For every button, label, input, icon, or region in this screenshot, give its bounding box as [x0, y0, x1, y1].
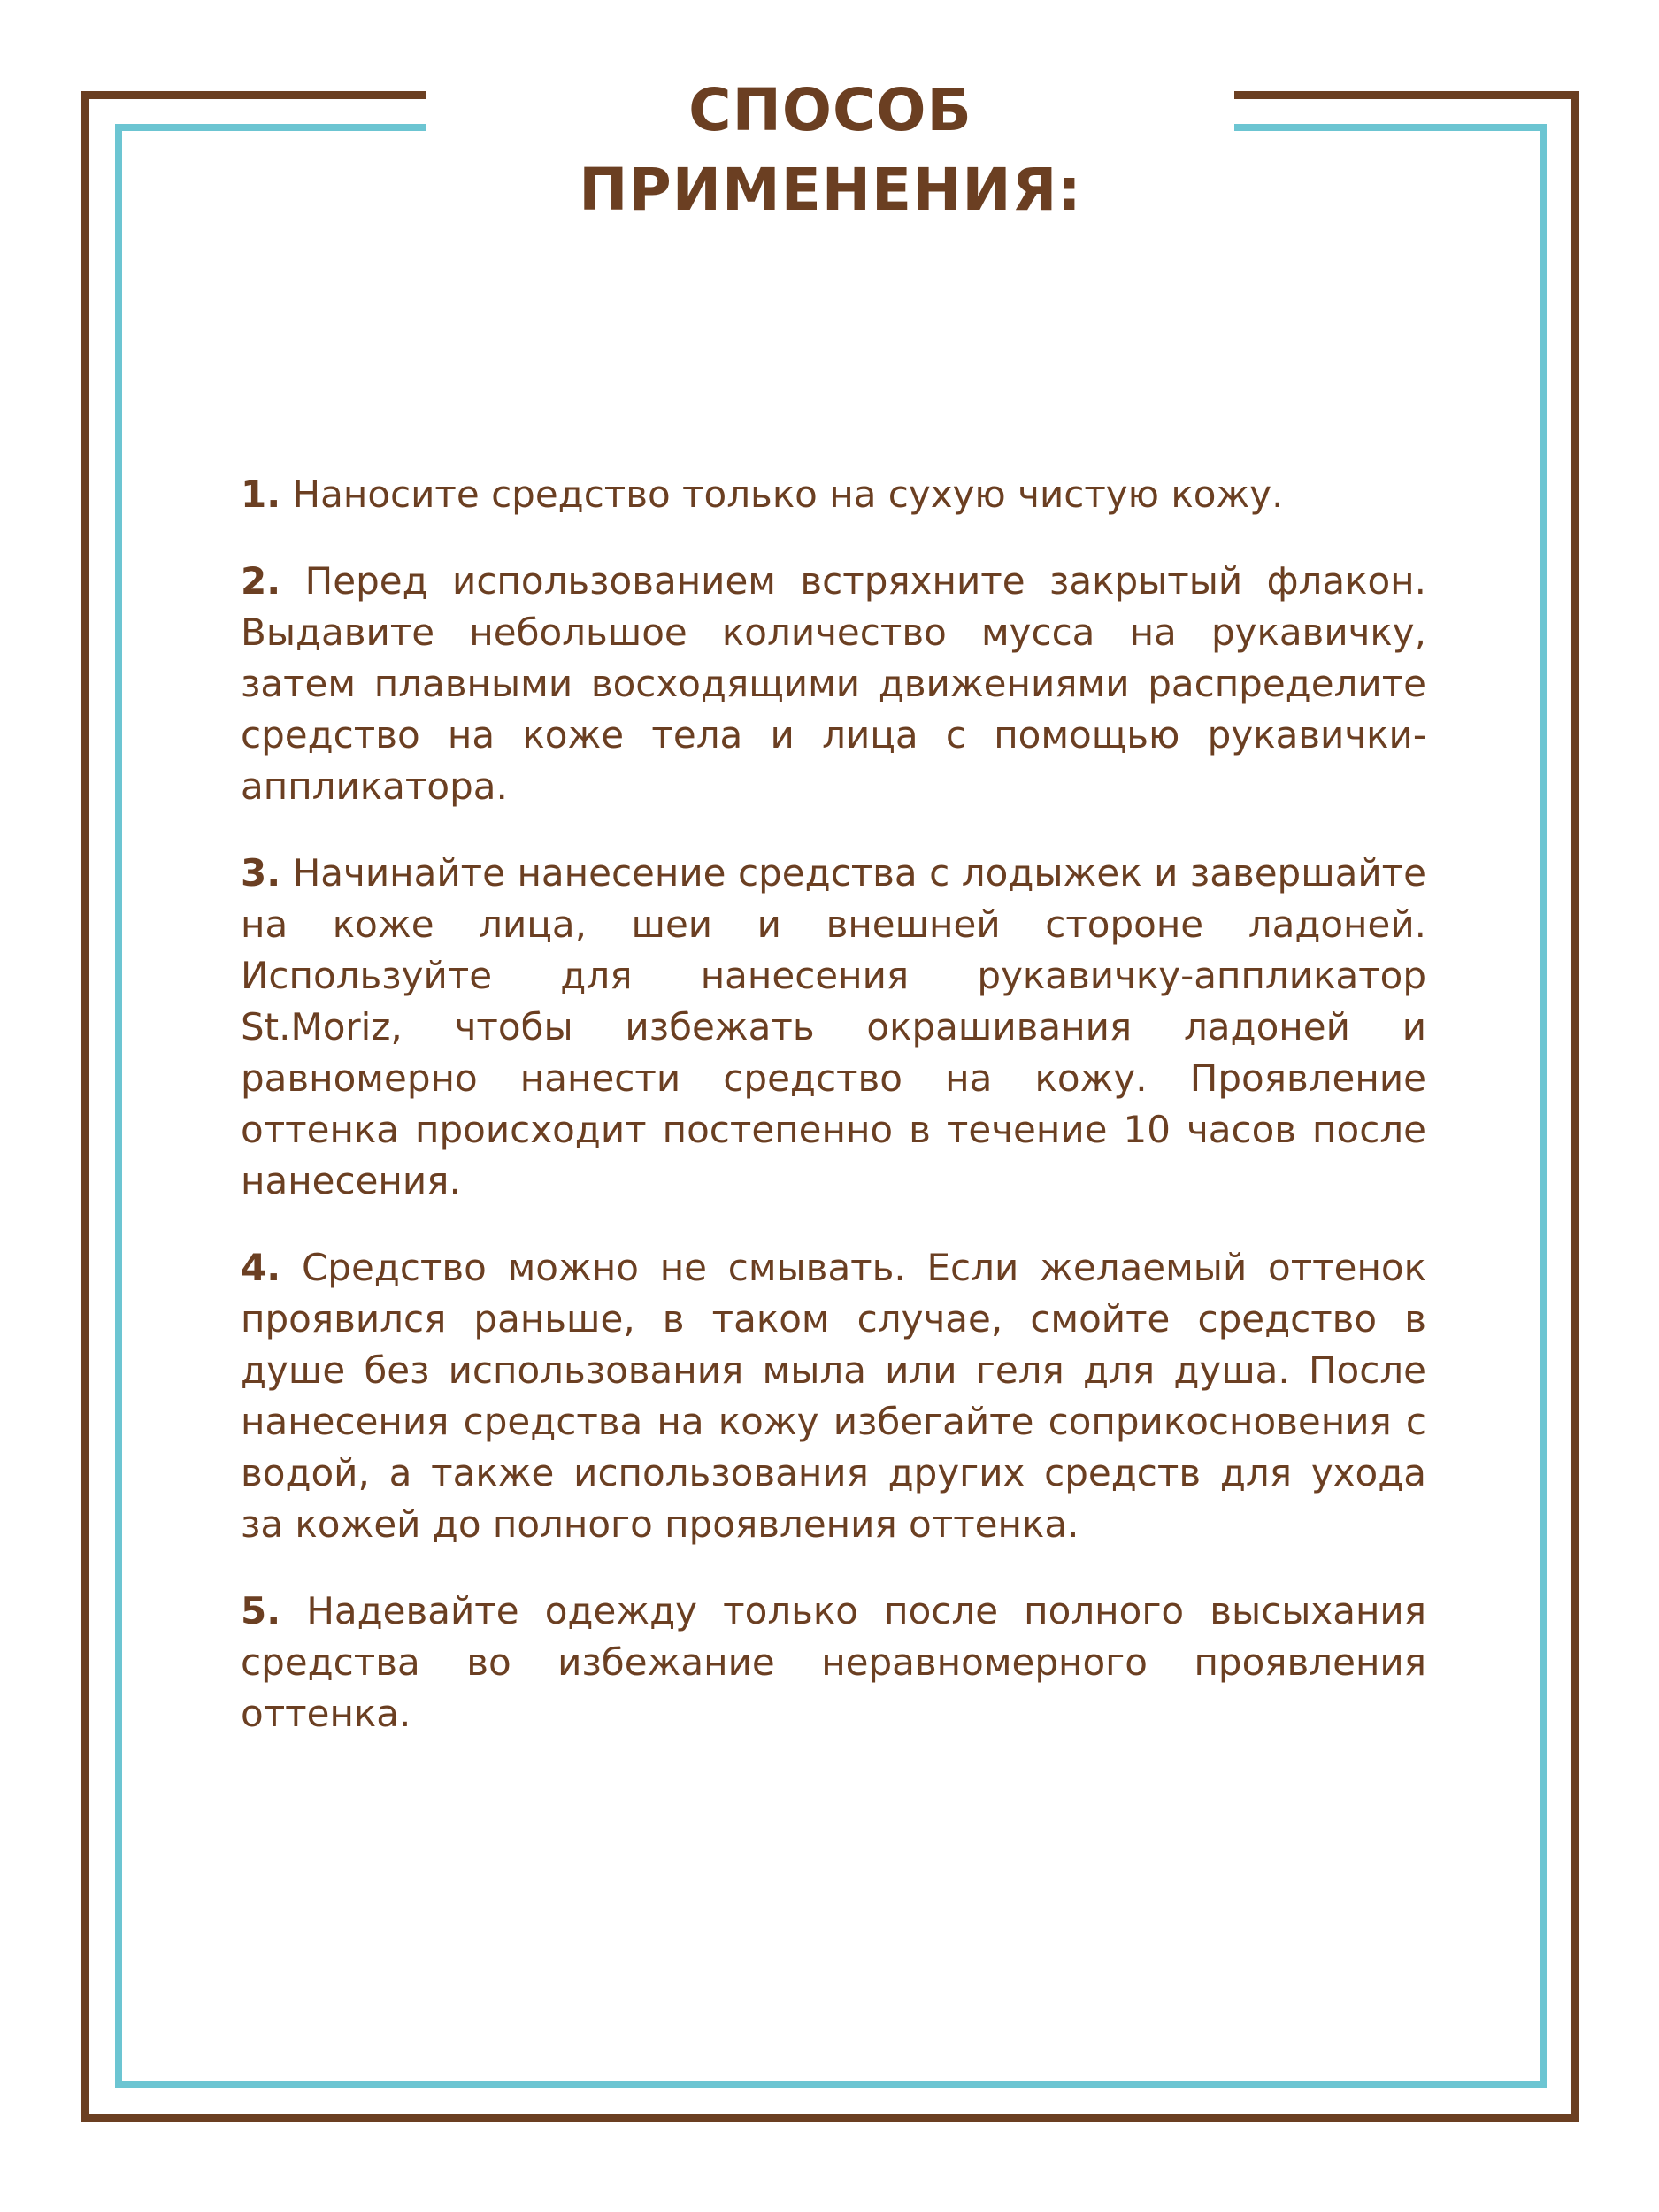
instruction-step-3	[241, 848, 1426, 1207]
page-title: СПОСОБ ПРИМЕНЕНИЯ:	[579, 76, 1082, 224]
instruction-step-2	[241, 556, 1426, 812]
step-text: Начинайте нанесение средства с лодыжек и завершайте на коже лица, шеи и внешней стороне ладоней. Используйте для нанесения рукавичку-аппликатор St.Moriz, чтобы избежать окрашивания ладоней и равномерно нанести средство на кожу. Проявление оттенка происходит постепенно в течение 10 часов после нанесения.	[241, 851, 1426, 1202]
step-number: 2.	[241, 559, 281, 603]
instructions-list	[241, 469, 1426, 1775]
instruction-step-1	[241, 469, 1426, 520]
instruction-step-4	[241, 1242, 1426, 1550]
step-text: Перед использованием встряхните закрытый флакон. Выдавите небольшое количество мусса на рукавичку, затем плавными восходящими движениями распределите средство на коже тела и лица с помощью рукавички-аппликатора.	[241, 559, 1426, 808]
step-number: 1.	[241, 472, 281, 516]
step-number: 4.	[241, 1246, 281, 1289]
step-number: 3.	[241, 851, 281, 895]
instruction-step-5	[241, 1586, 1426, 1740]
step-text: Надевайте одежду только после полного высыхания средства во избежание неравномерного проявления оттенка.	[241, 1589, 1426, 1735]
step-number: 5.	[241, 1589, 281, 1632]
step-text: Средство можно не смывать. Если желаемый оттенок проявился раньше, в таком случае, смойте средство в душе без использования мыла или геля для душа. После нанесения средства на кожу избегайте соприкосновения с водой, а также использования других средств для ухода за кожей до полного проявления оттенка.	[241, 1246, 1426, 1546]
step-text: Наносите средство только на сухую чистую кожу.	[292, 472, 1284, 516]
